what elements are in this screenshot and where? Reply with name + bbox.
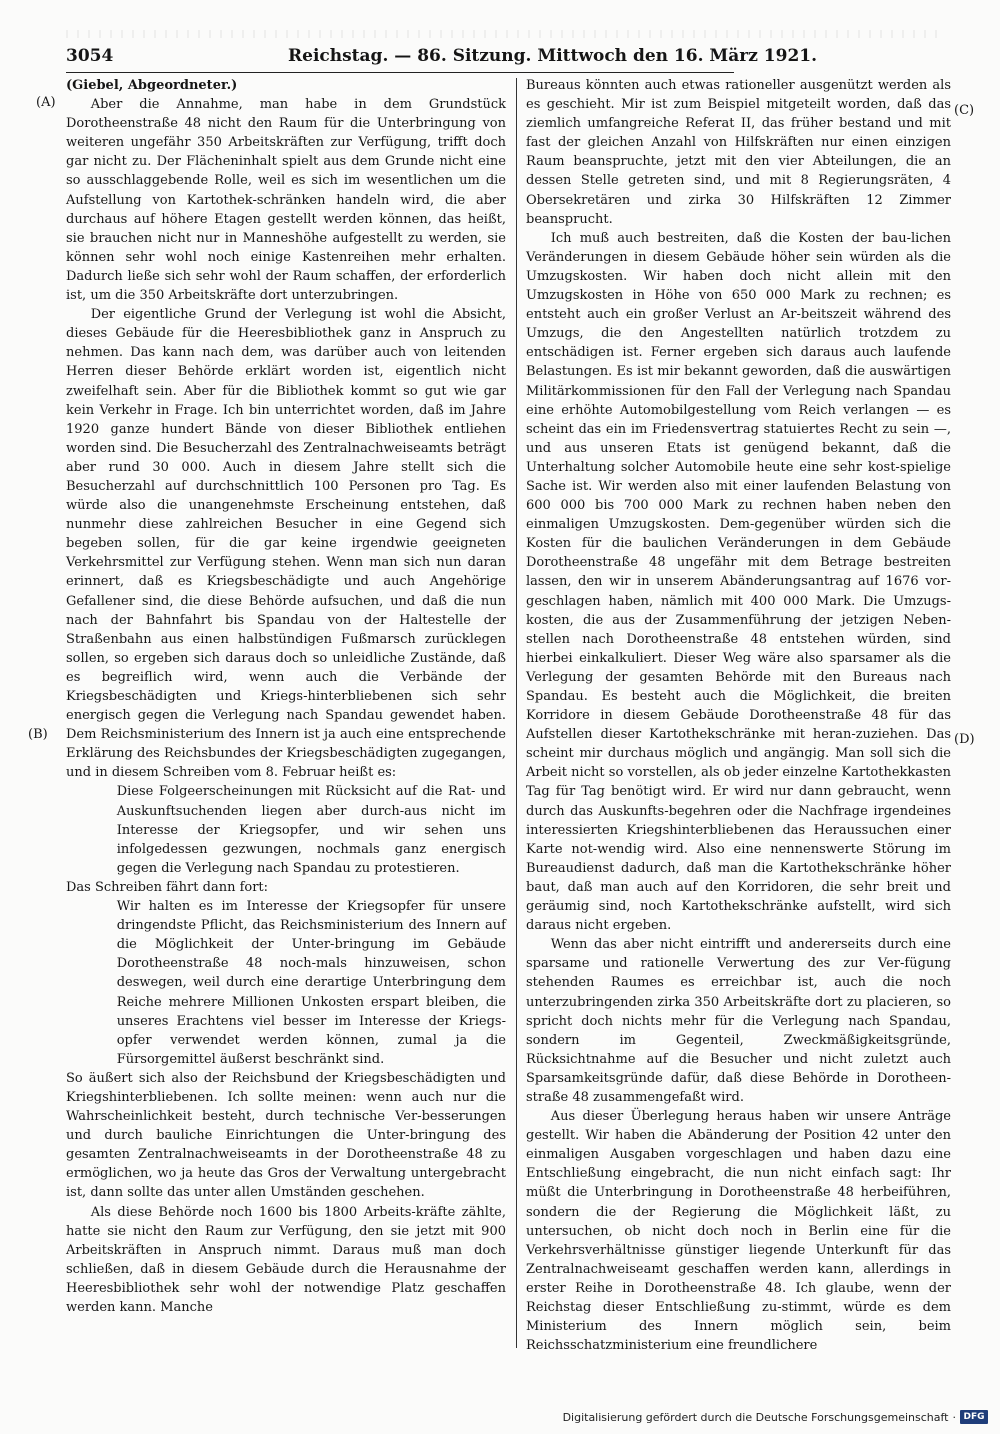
quote-text: Wir halten es im Interesse der Kriegsopfer für unsere dringendste Pflicht, das Reichsministerium des Innern auf die Möglichkeit der Unter-bringung im Gebäude Dorotheenstraße 48 noch-mals hinzuweisen, schon deswegen, weil durch eine derartige Unterbringung dem Reiche mehrere Millionen Unkosten erspart bleiben, die unseres Erachtens viel besser im Interesse der Kriegs-opfer verwendet werden können, zumal ja die Fürsorgemittel äußerst beschränkt sind. [116, 899, 506, 1067]
footer-text: Digitalisierung gefördert durch die Deutsche Forschungsgemeinschaft [562, 1410, 949, 1424]
dfg-logo-icon: DFG [960, 1410, 988, 1424]
page-title: Reichstag. — 86. Sitzung. Mittwoch den 16. März 1921. [288, 46, 818, 66]
block-quote [117, 897, 506, 1069]
paragraph: Das Schreiben fährt dann fort: [66, 879, 269, 895]
paragraph: Aber die Annahme, man habe in dem Grundstück Dorotheenstraße 48 nicht den Raum für die Unterbringung von weiteren ungefähr 350 Arbeitskräften zur Verfügung, trifft doch gar nicht zu. Der Flächeninhalt spielt aus dem Grunde nicht eine so ausschlaggebende Rolle, weil es sich im wesentlichen um die Aufstellung von Kartothek-schränken handeln wird, die aber durchaus auf höhere Etagen gestellt werden können, das heißt, sie brauchen nicht nur in Manneshöhe aufgestellt zu werden, sie können sehr wohl noch einige Kastenreihen mehr erhalten. Dadurch ließe sich sehr wohl der Raum schaffen, der erforderlich ist, um die 350 Arbeitskräfte dort unterzubringen. [66, 97, 506, 304]
column-separator [516, 78, 517, 1348]
margin-mark-d: (D) [954, 732, 975, 747]
quote-text: Diese Folgeerscheinungen mit Rücksicht auf die Rat- und Auskunftsuchenden liegen aber durch-aus nicht im Interesse der Kriegsopfer, und wir sehen uns infolgedessen gezwungen, nochmals ganz energisch gegen die Verlegung nach Spandau zu protestieren. [116, 784, 506, 876]
page-header [66, 46, 818, 70]
paragraph: Ich muß auch bestreiten, daß die Kosten der bau-lichen Veränderungen in diesem Gebäude höher sein würden als die Umzugskosten. Wir haben doch nicht allein mit den Umzugskosten in Höhe von 650 000 Mark zu rechnen; es entsteht auch ein großer Verlust an Ar-beitszeit während des Umzugs, die den Angestellten natürlich trotzdem zu entschädigen ist. Ferner ergeben sich daraus auch laufende Belastungen. Es ist mir bekannt geworden, daß die auswärtigen Militärkommissionen für den Fall der Verlegung nach Spandau eine erhöhte Automobilgestellung vom Reich verlangen — es scheint das ein im Friedensvertrag statuiertes Recht zu sein —, und aus unseren Etats ist genügend bekannt, daß die Unterhaltung solcher Automobile heute eine sehr kost-spielige Sache ist. Wir werden also mit einer laufenden Belastung von 600 000 bis 700 000 Mark zu rechnen haben neben den einmaligen Umzugskosten. Dem-gegenüber würden sich die Kosten für die baulichen Veränderungen in dem Gebäude Dorotheenstraße 48 ungefähr mit dem Betrage bestreiten lassen, den wir in unserem Abänderungsantrag auf 1676 vor-geschlagen haben, nämlich mit 400 000 Mark. Die Umzugs-kosten, die aus der Zusammenführung der jetzigen Neben-stellen nach Dorotheenstraße 48 entstehen würden, sind hierbei einkalkuliert. Dieser Weg wäre also sparsamer als die Verlegung der gesamten Behörde mit den Bureaus nach Spandau. Es besteht auch die Möglichkeit, die breiten Korridore in diesem Gebäude Dorotheenstraße 48 für das Aufstellen dieser Kartothekschränke mit heran-zuziehen. Das scheint mir durchaus möglich und angängig. Man soll sich die Arbeit nicht so vorstellen, als ob jeder einzelne Kartothekkasten Tag für Tag benötigt wird. Er wird nur dann gebraucht, wenn durch das Auskunfts-begehren oder die Nachfrage irgendeines interessierten Kriegshinterbliebenen das Heraussuchen einer Karte not-wendig wird. Also eine nennenswerte Störung im Bureaudienst dadurch, daß man die Kartothekschränke höher baut, daß man auch auf den Korridoren, die sehr breit und geräumig sind, noch Kartothekschränke aufstellt, wird sich daraus nicht ergeben. [526, 230, 951, 934]
margin-mark-b: (B) [28, 727, 48, 742]
paragraph: Aus dieser Überlegung heraus haben wir unsere Anträge gestellt. Wir haben die Abänderung der Position 42 unter den einmaligen Ausgaben vorgeschlagen und haben dazu eine Entschließung eingebracht, die nun nicht einfach sagt: Ihr müßt die Unterbringung in Dorotheenstraße 48 herbeiführen, sondern die der Regierung die Möglichkeit läßt, zu untersuchen, ob nicht doch noch in Berlin eine für die Verkehrsverhältnisse günstiger liegende Unterkunft für das Zentralnachweiseamt geschaffen werden kann, allerdings in erster Reihe in Dorotheenstraße 48. Ich glaube, wenn der Reichstag dieser Entschließung zu-stimmt, würde es dem Ministerium des Innern möglich sein, beim Reichsschatzministerium eine freundlichere [526, 1109, 951, 1354]
speaker-label: (Giebel, Abgeordneter.) [66, 78, 238, 93]
scan-noise [66, 30, 946, 38]
paragraph: So äußert sich also der Reichsbund der Kriegsbeschädigten und Kriegshinterbliebenen. Ich sollte meinen: wenn auch nur die Wahrscheinlichkeit besteht, durch technische Ver-besserungen und durch bauliche Einrichtungen die Unter-bringung des gesamten Zentralnachweiseamts in der Dorotheenstraße 48 zu ermöglichen, wo ja heute das Gros der Verwaltung untergebracht ist, dann sollte das unter allen Umständen geschehen. [66, 1070, 506, 1201]
footer-separator: · [952, 1410, 956, 1424]
left-column [66, 76, 506, 1317]
paragraph: Als diese Behörde noch 1600 bis 1800 Arbeits-kräfte zählte, hatte sie nicht den Raum zur Verfügung, den sie jetzt mit 900 Arbeitskräften in Anspruch nimmt. Daraus muß man doch schließen, daß in diesem Gebäude durch die Herausnahme der Heeresbibliothek sehr wohl der notwendige Platz geschaffen werden kann. Manche [66, 1204, 506, 1315]
page-number: 3054 [66, 46, 114, 66]
header-rule [66, 72, 734, 73]
margin-mark-c: (C) [954, 103, 975, 118]
block-quote [117, 782, 506, 877]
right-column [526, 76, 951, 1355]
footer-credit [563, 1408, 988, 1426]
paragraph: Bureaus könnten auch etwas rationeller ausgenützt werden als es geschieht. Mir ist zum Beispiel mitgeteilt worden, daß das ziemlich umfangreiche Referat II, das früher bestand und mit fast der gleichen Anzahl von Hilfskräften nur einen einzigen Raum beanspruchte, jetzt mit den vier Abteilungen, die an dessen Stelle getreten sind, und mit 8 Regierungsräten, 4 Obersekretären und zirka 30 Hilfskräften 12 Zimmer beansprucht. [526, 78, 951, 227]
margin-mark-a: (A) [36, 95, 56, 110]
paragraph: Der eigentliche Grund der Verlegung ist wohl die Absicht, dieses Gebäude für die Heeresbibliothek ganz in Anspruch zu nehmen. Das kann nach dem, was darüber auch von leitenden Herren dieser Behörde erklärt worden ist, eigentlich nicht zweifelhaft sein. Aber für die Bibliothek kommt so gut wie gar kein Verkehr in Frage. Ich bin unterrichtet worden, daß im Jahre 1920 ganze hundert Bände von dieser Bibliothek entliehen worden sind. Die Besucherzahl des Zentralnachweiseamts beträgt aber rund 30 000. Auch in diesem Jahre stellt sich die Besucherzahl auf durchschnittlich 100 Personen pro Tag. Es würde also die unangenehmste Erscheinung entstehen, daß nunmehr diese zahlreichen Besucher in eine Gegend sich begeben sollen, für die gar keine irgendwie geeigneten Verkehrsmittel zur Verfügung stehen. Wenn man sich nun daran erinnert, daß es Kriegsbeschädigte und auch Angehörige Gefallener sind, die diese Behörde aufsuchen, und daß die nun nach der Bahnfahrt bis Spandau von der Haltestelle der Straßenbahn aus einen halbstündigen Fußmarsch zurücklegen sollen, so ergeben sich daraus doch so unleidliche Zustände, daß es begreiflich wird, wenn auch die Verbände der Kriegsbeschädigten und Kriegs-hinterbliebenen sich sehr energisch gegen die Verlegung nach Spandau gewendet haben. Dem Reichsministerium des Innern ist ja auch eine entsprechende Erklärung des Reichsbundes der Kriegsbeschädigten zugegangen, und in diesem Schreiben vom 8. Februar heißt es: [66, 307, 506, 781]
paragraph: Wenn das aber nicht eintrifft und andererseits durch eine sparsame und rationelle Verwertung des zur Ver-fügung stehenden Raumes es erreichbar ist, auch die noch unterzubringenden zirka 350 Arbeitskräfte dort zu placieren, so spricht doch nichts mehr für die Verlegung nach Spandau, sondern im Gegenteil, Zweckmäßigkeitsgründe, Rücksichtnahme auf die Besucher und nicht zuletzt auch Sparsamkeitsgründe dafür, daß diese Behörde in Dorotheen-straße 48 zusammengefaßt wird. [526, 937, 951, 1105]
